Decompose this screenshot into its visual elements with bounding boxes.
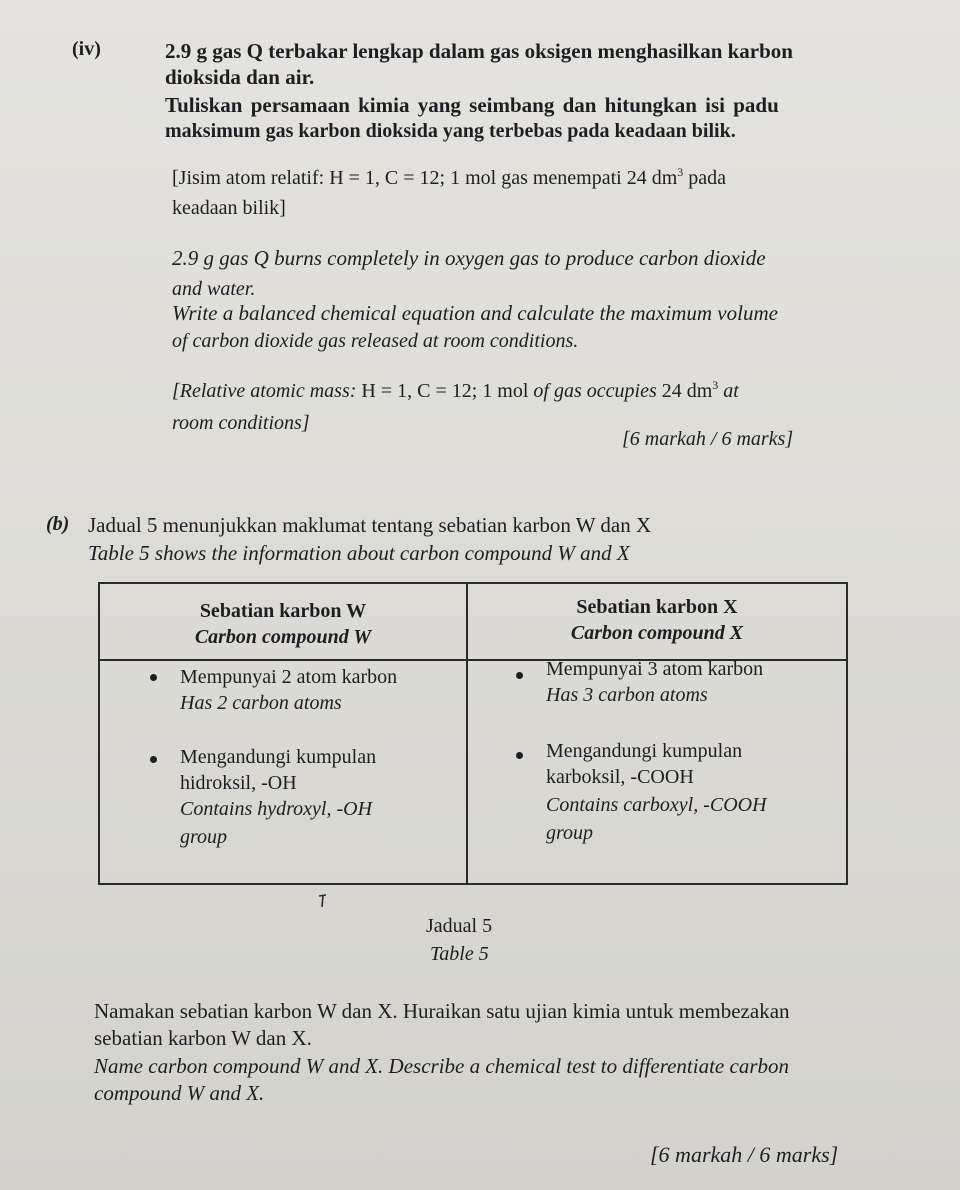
one-mol-text: ; 1 mol [471,380,534,402]
col-w-header-malay: Sebatian karbon W [199,600,367,622]
w-item1-malay: Mempunyai 2 atom karbon [180,666,398,688]
molar-volume-text-malay: ; 1 mol gas menempati [439,167,627,189]
x-item2-english-2: group [546,822,594,844]
col-x-header-malay: Sebatian karbon X [576,596,738,618]
part-b-question-malay-line1: Namakan sebatian karbon W dan X. Huraikan satu ujian kimia untuk membezakan [94,999,790,1023]
part-iv-english-line4: of carbon dioxide gas released at room conditions. [172,330,579,352]
part-iv-malay-data-line2: keadaan bilik] [172,197,286,219]
part-iv-malay-line4: maksimum gas karbon dioksida yang terbebas pada keadaan bilik. [165,120,736,142]
part-iv-english-line2: and water. [172,278,256,300]
x-item1-english: Has 3 carbon atoms [546,684,708,706]
part-iv-english-line1: 2.9 g gas Q burns completely in oxygen gas to produce carbon dioxide [172,246,766,270]
part-b-question-malay-line2: sebatian karbon W dan X. [94,1026,312,1050]
bullet-x-2 [516,752,523,759]
col-x-header-english: Carbon compound X [570,622,744,644]
relative-atomic-mass-label-english: [Relative atomic mass: [172,380,362,402]
part-b-question-english-line2: compound W and X. [94,1081,265,1105]
w-item2-english-2: group [180,826,228,848]
w-item1-english: Has 2 carbon atoms [180,692,342,714]
molar-volume-value-malay: 24 dm [626,167,678,189]
x-item2-malay-2: karboksil, -COOH [546,766,694,788]
w-item2-malay-1: Mengandungi kumpulan [180,746,377,768]
pada-text: pada [683,167,727,189]
at-text: at [718,380,739,402]
table-5 [98,582,848,885]
x-item2-malay-1: Mengandungi kumpulan [546,740,743,762]
part-b-label: (b) [46,513,70,535]
cubic-superscript-english: 3 [712,378,719,392]
cubic-superscript-malay: 3 [677,165,684,179]
part-iv-english-line3: Write a balanced chemical equation and calculate the maximum volume [172,301,778,325]
part-iv-english-data-line1 [172,378,739,404]
bullet-w-2 [150,756,157,763]
bullet-x-1 [516,672,523,679]
part-iv-malay-line2: dioksida dan air. [165,65,315,89]
relative-atomic-mass-label-malay: [Jisim atom relatif: [172,167,330,189]
part-b-malay-intro: Jadual 5 menunjukkan maklumat tentang sebatian karbon W dan X [88,513,652,537]
part-iv-english-data-line2: room conditions] [172,412,310,434]
w-item2-english-1: Contains hydroxyl, -OH [180,798,373,820]
table-caption-english: Table 5 [430,943,489,965]
x-item2-english-1: Contains carboxyl, -COOH [546,794,767,816]
pen-mark-icon [318,894,328,908]
atomic-mass-values-malay: H = 1, C = 12 [329,167,440,189]
table-caption-malay: Jadual 5 [426,915,493,937]
gas-occupies-text: of gas occupies [533,380,662,402]
part-iv-label: (iv) [72,38,101,60]
part-iv-marks: [6 markah / 6 marks] [622,428,794,450]
part-iv-malay-line1: 2.9 g gas Q terbakar lengkap dalam gas oksigen menghasilkan karbon [165,39,793,63]
molar-volume-value-english: 24 dm [661,380,713,402]
bullet-w-1 [150,674,157,681]
part-b-english-intro: Table 5 shows the information about carbon compound W and X [88,541,630,565]
part-b-marks: [6 markah / 6 marks] [650,1142,839,1167]
part-iv-malay-data-line1 [172,165,726,191]
atomic-mass-values-english: H = 1, C = 12 [361,380,472,402]
col-w-header-english: Carbon compound W [194,626,372,648]
part-b-question-english-line1: Name carbon compound W and X. Describe a chemical test to differentiate carbon [94,1054,789,1078]
w-item2-malay-2: hidroksil, -OH [180,772,297,794]
x-item1-malay: Mempunyai 3 atom karbon [546,658,764,680]
part-iv-malay-line3: Tuliskan persamaan kimia yang seimbang dan hitungkan isi padu [165,93,779,117]
